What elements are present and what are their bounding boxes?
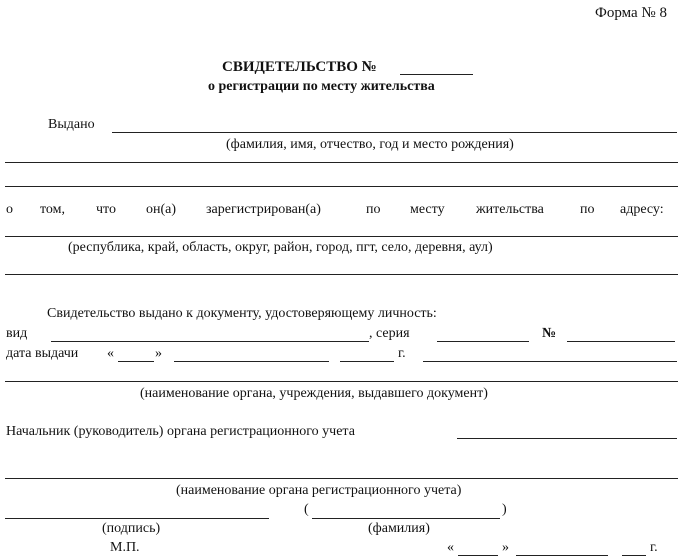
document-number-label: № <box>542 326 557 341</box>
address-word: он(а) <box>146 202 177 217</box>
address-word: по <box>580 202 595 217</box>
sign-date-quote-open: « <box>447 540 454 555</box>
issued-to-field-line-2[interactable] <box>5 162 678 163</box>
surname-paren-open: ( <box>304 502 309 517</box>
issue-year-field[interactable] <box>340 361 394 362</box>
document-kind-label: вид <box>6 326 28 341</box>
head-label: Начальник (руководитель) органа регистрационного учета <box>6 424 355 439</box>
address-word: по <box>366 202 381 217</box>
certificate-number-field[interactable] <box>400 74 473 75</box>
issue-date-quote-close: » <box>155 346 162 361</box>
document-series-field[interactable] <box>437 341 529 342</box>
sign-month-field[interactable] <box>516 555 608 556</box>
surname-hint: (фамилия) <box>368 521 430 536</box>
document-issuer-hint: (наименование органа, учреждения, выдавшего документ) <box>140 386 488 401</box>
address-word: что <box>96 202 116 217</box>
issued-to-label: Выдано <box>48 117 95 132</box>
issued-to-hint: (фамилия, имя, отчество, год и место рождения) <box>226 137 514 152</box>
address-word: том, <box>40 202 66 217</box>
signature-hint: (подпись) <box>102 521 161 536</box>
address-hint: (республика, край, область, округ, район, город, пгт, село, деревня, аул) <box>68 240 493 255</box>
address-field-line-2[interactable] <box>5 274 678 275</box>
issued-to-field[interactable] <box>112 132 677 133</box>
certificate-subtitle: о регистрации по месту жительства <box>208 79 435 94</box>
issue-day-field[interactable] <box>118 361 154 362</box>
registration-org-hint: (наименование органа регистрационного учета) <box>176 483 462 498</box>
document-issuer-field-line-2[interactable] <box>5 381 678 382</box>
address-word: адресу: <box>620 202 664 217</box>
document-issuer-field[interactable] <box>423 361 677 362</box>
document-series-label: , серия <box>369 326 410 341</box>
certificate-title: СВИДЕТЕЛЬСТВО № <box>222 59 377 75</box>
surname-paren-close: ) <box>502 502 507 517</box>
signature-field[interactable] <box>5 518 269 519</box>
registration-org-field[interactable] <box>5 478 678 479</box>
sign-date-quote-close: » <box>502 540 509 555</box>
address-word: зарегистрирован(а) <box>206 202 321 217</box>
issue-year-suffix: г. <box>398 346 406 361</box>
issue-date-label: дата выдачи <box>6 346 79 361</box>
head-field[interactable] <box>457 438 677 439</box>
issue-month-field[interactable] <box>174 361 329 362</box>
address-word: месту <box>410 202 445 217</box>
document-kind-field[interactable] <box>51 341 369 342</box>
address-word: жительства <box>476 202 544 217</box>
form-number: Форма № 8 <box>595 5 667 21</box>
sign-year-suffix: г. <box>650 540 658 555</box>
sign-year-field[interactable] <box>622 555 646 556</box>
address-word: о <box>6 202 13 217</box>
surname-field[interactable] <box>312 518 500 519</box>
stamp-label: М.П. <box>110 540 140 555</box>
document-number-field[interactable] <box>567 341 675 342</box>
document-intro: Свидетельство выдано к документу, удостоверяющему личность: <box>47 306 437 321</box>
sign-day-field[interactable] <box>458 555 498 556</box>
issue-date-quote-open: « <box>107 346 114 361</box>
address-field[interactable] <box>5 236 678 237</box>
issued-to-field-line-3[interactable] <box>5 186 678 187</box>
